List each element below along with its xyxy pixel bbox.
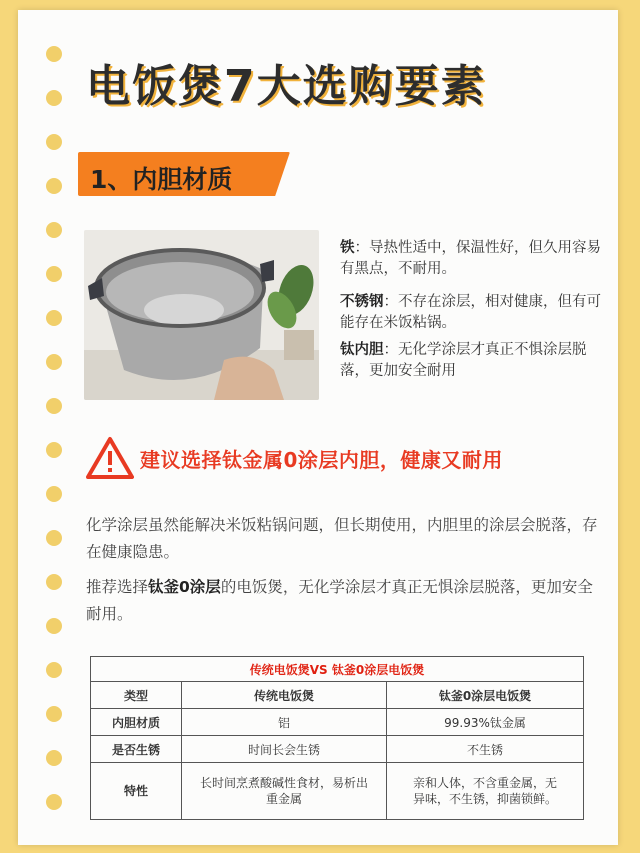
binder-hole bbox=[46, 750, 62, 766]
material-name: 铁 bbox=[340, 240, 355, 256]
table-cell: 长时间烹煮酸碱性食材，易析出重金属 bbox=[182, 763, 387, 820]
table-header-cell: 钛釜0涂层电饭煲 bbox=[387, 682, 584, 709]
page-title: 电饭煲7大选购要素 bbox=[86, 61, 487, 112]
recommendation-highlight: 钛釜0涂层 bbox=[148, 578, 221, 596]
warning-icon bbox=[86, 436, 134, 480]
binder-hole bbox=[46, 486, 62, 502]
table-cell: 99.93%钛金属 bbox=[387, 709, 584, 736]
binder-hole bbox=[46, 398, 62, 414]
recommendation-suffix: 的电饭煲，无化学涂层才真正无惧涂层脱落，更加安全耐用。 bbox=[86, 578, 593, 623]
binder-hole bbox=[46, 618, 62, 634]
binder-hole bbox=[46, 706, 62, 722]
section-title: 1、内胆材质 bbox=[90, 165, 233, 194]
paragraph-coating-risk: 化学涂层虽然能解决米饭粘锅问题，但长期使用，内胆里的涂层会脱落，存在健康隐患。 bbox=[86, 516, 598, 561]
binder-hole bbox=[46, 574, 62, 590]
table-header-row bbox=[91, 682, 584, 709]
paragraph-recommendation bbox=[86, 574, 606, 628]
table-cell: 亲和人体，不含重金属，无异味，不生锈，抑菌锁鲜。 bbox=[387, 763, 584, 820]
table-cell: 不生锈 bbox=[387, 736, 584, 763]
binder-hole bbox=[46, 222, 62, 238]
table-cell: 时间长会生锈 bbox=[182, 736, 387, 763]
binder-hole bbox=[46, 442, 62, 458]
binder-hole bbox=[46, 354, 62, 370]
table-cell: 是否生锈 bbox=[91, 736, 182, 763]
binder-hole bbox=[46, 178, 62, 194]
binder-hole bbox=[46, 794, 62, 810]
binder-hole bbox=[46, 530, 62, 546]
binder-hole bbox=[46, 310, 62, 326]
material-text: ：无化学涂层才真正不惧涂层脱落，更加安全耐用 bbox=[340, 342, 587, 379]
material-name: 不锈钢 bbox=[340, 294, 384, 310]
table-header-cell: 传统电饭煲 bbox=[182, 682, 387, 709]
material-text: ：导热性适中，保温性好，但久用容易有黑点，不耐用。 bbox=[340, 240, 601, 277]
table-cell: 铝 bbox=[182, 709, 387, 736]
binder-hole bbox=[46, 134, 62, 150]
material-steel-description bbox=[340, 292, 610, 334]
recommendation-warning: 建议选择钛金属0涂层内胆，健康又耐用 bbox=[140, 448, 503, 472]
table-cell: 特性 bbox=[91, 763, 182, 820]
recommendation-prefix: 推荐选择 bbox=[86, 578, 149, 596]
comparison-table bbox=[90, 656, 584, 820]
material-titanium-description bbox=[340, 340, 610, 382]
binder-hole bbox=[46, 46, 62, 62]
rice-cooker-inner-pot-photo bbox=[84, 230, 319, 400]
table-caption: 传统电饭煲VS 钛釜0涂层电饭煲 bbox=[91, 657, 584, 682]
table-row bbox=[91, 736, 584, 763]
table-header-cell: 类型 bbox=[91, 682, 182, 709]
binder-hole bbox=[46, 90, 62, 106]
table-caption-row bbox=[91, 657, 584, 682]
table-cell: 内胆材质 bbox=[91, 709, 182, 736]
binder-holes bbox=[18, 10, 88, 845]
material-iron-description bbox=[340, 238, 610, 280]
material-name: 钛内胆 bbox=[340, 342, 384, 358]
binder-hole bbox=[46, 266, 62, 282]
material-text: ：不存在涂层，相对健康，但有可能存在米饭粘锅。 bbox=[340, 294, 601, 331]
table-row bbox=[91, 709, 584, 736]
table-row bbox=[91, 763, 584, 820]
binder-hole bbox=[46, 662, 62, 678]
